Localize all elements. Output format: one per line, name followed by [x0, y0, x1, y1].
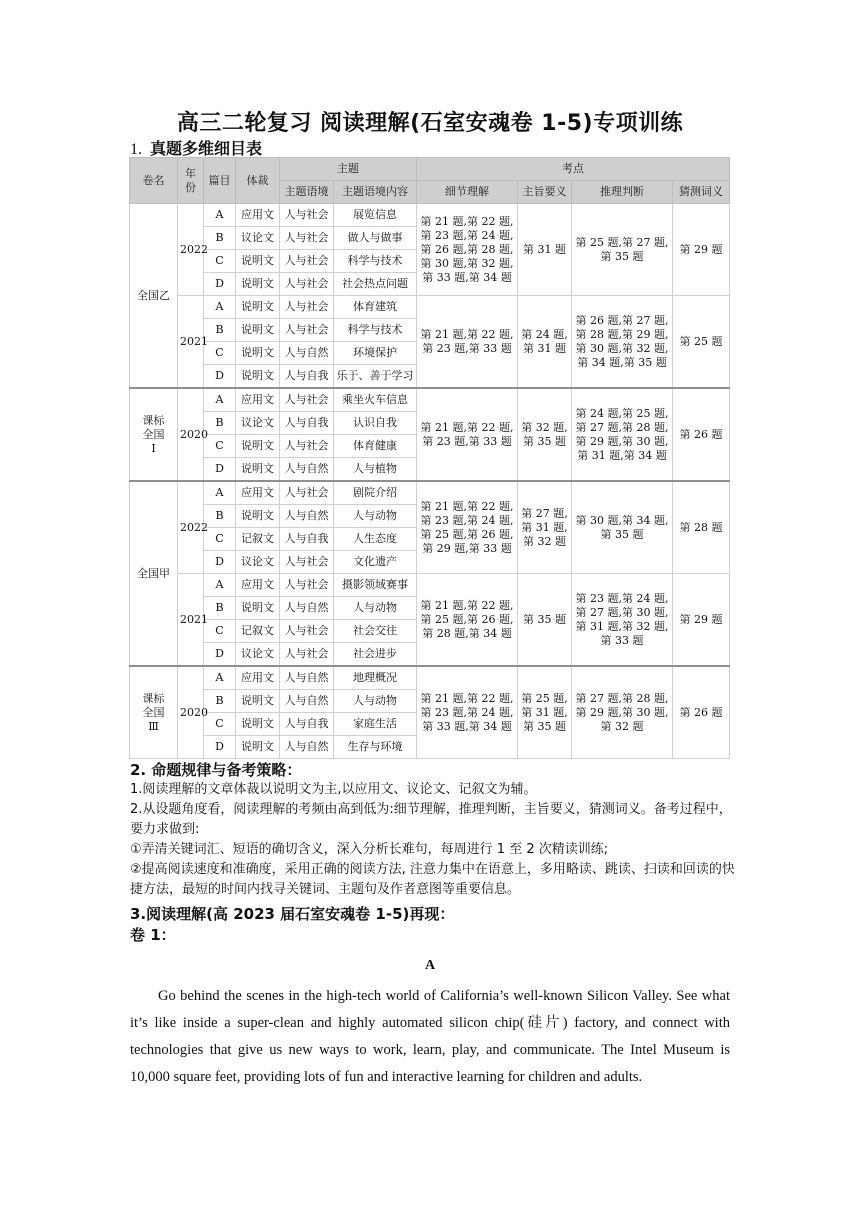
- ticai-cell: 说明文: [236, 273, 280, 296]
- yujing-cell: 人与社会: [280, 620, 334, 643]
- neirong-cell: 剧院介绍: [334, 481, 417, 505]
- pian-cell: A: [204, 388, 236, 412]
- yujing-cell: 人与社会: [280, 481, 334, 505]
- header-neirong: 主题语境内容: [334, 181, 417, 204]
- section-3-heading: [130, 904, 454, 946]
- neirong-cell: 社会热点问题: [334, 273, 417, 296]
- neirong-cell: 社会进步: [334, 643, 417, 667]
- neirong-cell: 环境保护: [334, 342, 417, 365]
- cai-cell: 第 25 题: [673, 296, 730, 389]
- pian-cell: B: [204, 319, 236, 342]
- ticai-cell: 议论文: [236, 227, 280, 250]
- tuili-cell: 第 30 题,第 34 题, 第 35 题: [572, 481, 673, 574]
- pian-cell: A: [204, 481, 236, 505]
- neirong-cell: 乐于、善于学习: [334, 365, 417, 389]
- tuili-cell: 第 25 题,第 27 题, 第 35 题: [572, 204, 673, 296]
- pian-cell: D: [204, 365, 236, 389]
- table-row: [130, 481, 730, 505]
- yujing-cell: 人与社会: [280, 388, 334, 412]
- yujing-cell: 人与社会: [280, 227, 334, 250]
- ticai-cell: 说明文: [236, 505, 280, 528]
- header-zhuzhi: 主旨要义: [518, 181, 572, 204]
- pian-cell: A: [204, 666, 236, 690]
- zhuzhi-cell: 第 24 题, 第 31 题: [518, 296, 572, 389]
- exam-name-cell: 全国乙: [130, 204, 178, 389]
- yujing-cell: 人与自我: [280, 412, 334, 435]
- ticai-cell: 应用文: [236, 574, 280, 597]
- ticai-cell: 说明文: [236, 690, 280, 713]
- exam-name-cell: 课标 全国 Ⅲ: [130, 666, 178, 759]
- tuili-cell: 第 26 题,第 27 题, 第 28 题,第 29 题, 第 30 题,第 32 题, 第 34 题,第 35 题: [572, 296, 673, 389]
- yujing-cell: 人与自然: [280, 597, 334, 620]
- pian-cell: B: [204, 505, 236, 528]
- neirong-cell: 体育建筑: [334, 296, 417, 319]
- exam-detail-table: [129, 157, 730, 759]
- neirong-cell: 家庭生活: [334, 713, 417, 736]
- cai-cell: 第 29 题: [673, 574, 730, 667]
- zhuzhi-cell: 第 31 题: [518, 204, 572, 296]
- zhuzhi-cell: 第 25 题, 第 31 题, 第 35 题: [518, 666, 572, 759]
- xijie-cell: 第 21 题,第 22 题, 第 23 题,第 33 题: [417, 296, 518, 389]
- neirong-cell: 科学与技术: [334, 319, 417, 342]
- table-body: [130, 204, 730, 759]
- xijie-cell: 第 21 题,第 22 题, 第 23 题,第 24 题, 第 33 题,第 34 题: [417, 666, 518, 759]
- yujing-cell: 人与社会: [280, 435, 334, 458]
- tuili-cell: 第 23 题,第 24 题, 第 27 题,第 30 题, 第 31 题,第 32 题, 第 33 题: [572, 574, 673, 667]
- neirong-cell: 摄影领域赛事: [334, 574, 417, 597]
- pian-cell: A: [204, 574, 236, 597]
- section-2-point-1: 1.阅读理解的文章体裁以说明文为主,以应用文、议论文、记叙文为辅。: [130, 782, 537, 797]
- pian-cell: D: [204, 736, 236, 759]
- ticai-cell: 记叙文: [236, 528, 280, 551]
- xijie-cell: 第 21 题,第 22 题, 第 23 题,第 24 题, 第 26 题,第 28 题, 第 30 题,第 32 题, 第 33 题,第 34 题: [417, 204, 518, 296]
- pian-cell: C: [204, 435, 236, 458]
- pian-cell: B: [204, 227, 236, 250]
- pian-cell: B: [204, 690, 236, 713]
- section-2-point-3: ①弄清关键词汇、短语的确切含义，深入分析长难句，每周进行 1 至 2 次精读训练;: [130, 842, 609, 857]
- neirong-cell: 地理概况: [334, 666, 417, 690]
- header-year: 年份: [178, 158, 204, 204]
- header-xijie: 细节理解: [417, 181, 518, 204]
- pian-cell: B: [204, 597, 236, 620]
- header-juan: 卷名: [130, 158, 178, 204]
- pian-cell: D: [204, 551, 236, 574]
- ticai-cell: 议论文: [236, 412, 280, 435]
- yujing-cell: 人与自然: [280, 666, 334, 690]
- section-2-point-4: ②提高阅读速度和准确度，采用正确的阅读方法, 注意力集中在语意上，多用略读、跳读、扫读和回读的快捷方法，最短的时间内找寻关键词、主题句及作者意图等重要信息。: [130, 862, 735, 897]
- yujing-cell: 人与社会: [280, 204, 334, 227]
- page-title: 高三二轮复习 阅读理解(石室安魂卷 1-5)专项训练: [176, 111, 684, 136]
- zhuzhi-cell: 第 27 题, 第 31 题, 第 32 题: [518, 481, 572, 574]
- ticai-cell: 议论文: [236, 551, 280, 574]
- section-2-heading: 2. 命题规律与备考策略：: [130, 761, 302, 779]
- yujing-cell: 人与社会: [280, 551, 334, 574]
- pian-cell: C: [204, 620, 236, 643]
- year-cell: 2021: [178, 296, 204, 389]
- exam-name-cell: 课标 全国 Ⅰ: [130, 388, 178, 481]
- yujing-cell: 人与社会: [280, 643, 334, 667]
- yujing-cell: 人与自然: [280, 505, 334, 528]
- ticai-cell: 说明文: [236, 319, 280, 342]
- xijie-cell: 第 21 题,第 22 题, 第 23 题,第 24 题, 第 25 题,第 26 题, 第 29 题,第 33 题: [417, 481, 518, 574]
- tuili-cell: 第 24 题,第 25 题, 第 27 题,第 28 题, 第 29 题,第 30 题, 第 31 题,第 34 题: [572, 388, 673, 481]
- table-row: [130, 388, 730, 412]
- year-cell: 2022: [178, 481, 204, 574]
- yujing-cell: 人与自我: [280, 528, 334, 551]
- yujing-cell: 人与自然: [280, 690, 334, 713]
- passage-letter: A: [424, 958, 436, 973]
- year-cell: 2021: [178, 574, 204, 667]
- neirong-cell: 生存与环境: [334, 736, 417, 759]
- header-tuili: 推理判断: [572, 181, 673, 204]
- table-row: [130, 574, 730, 597]
- ticai-cell: 说明文: [236, 458, 280, 482]
- year-cell: 2020: [178, 666, 204, 759]
- cai-cell: 第 26 题: [673, 388, 730, 481]
- table-row: [130, 204, 730, 227]
- table-row: [130, 296, 730, 319]
- section-3-sub: 卷 1：: [130, 926, 176, 944]
- ticai-cell: 说明文: [236, 296, 280, 319]
- header-zhuti: 主题: [280, 158, 417, 181]
- neirong-cell: 文化遗产: [334, 551, 417, 574]
- zhuzhi-cell: 第 32 题, 第 35 题: [518, 388, 572, 481]
- section-3-title: 3.阅读理解(高 2023 届石室安魂卷 1-5)再现：: [130, 905, 455, 923]
- yujing-cell: 人与社会: [280, 296, 334, 319]
- yujing-cell: 人与社会: [280, 574, 334, 597]
- pian-cell: C: [204, 713, 236, 736]
- yujing-cell: 人与社会: [280, 319, 334, 342]
- neirong-cell: 科学与技术: [334, 250, 417, 273]
- header-ticai: 体裁: [236, 158, 280, 204]
- neirong-cell: 展览信息: [334, 204, 417, 227]
- header-kaodian: 考点: [417, 158, 730, 181]
- neirong-cell: 社会交往: [334, 620, 417, 643]
- ticai-cell: 应用文: [236, 481, 280, 505]
- neirong-cell: 体育健康: [334, 435, 417, 458]
- table-row: [130, 666, 730, 690]
- pian-cell: C: [204, 250, 236, 273]
- ticai-cell: 应用文: [236, 666, 280, 690]
- neirong-cell: 人与动物: [334, 597, 417, 620]
- yujing-cell: 人与自然: [280, 736, 334, 759]
- pian-cell: B: [204, 412, 236, 435]
- ticai-cell: 议论文: [236, 643, 280, 667]
- ticai-cell: 应用文: [236, 204, 280, 227]
- header-pian: 篇目: [204, 158, 236, 204]
- ticai-cell: 说明文: [236, 713, 280, 736]
- xijie-cell: 第 21 题,第 22 题, 第 25 题,第 26 题, 第 28 题,第 34 题: [417, 574, 518, 667]
- pian-cell: C: [204, 342, 236, 365]
- cai-cell: 第 29 题: [673, 204, 730, 296]
- tuili-cell: 第 27 题,第 28 题, 第 29 题,第 30 题, 第 32 题: [572, 666, 673, 759]
- ticai-cell: 说明文: [236, 736, 280, 759]
- pian-cell: D: [204, 643, 236, 667]
- cai-cell: 第 26 题: [673, 666, 730, 759]
- section-1-heading: [130, 136, 262, 159]
- neirong-cell: 人与植物: [334, 458, 417, 482]
- ticai-cell: 说明文: [236, 597, 280, 620]
- exam-name-cell: 全国甲: [130, 481, 178, 666]
- yujing-cell: 人与自然: [280, 458, 334, 482]
- yujing-cell: 人与自然: [280, 342, 334, 365]
- neirong-cell: 认识自我: [334, 412, 417, 435]
- yujing-cell: 人与自我: [280, 365, 334, 389]
- ticai-cell: 说明文: [236, 435, 280, 458]
- section-1-number: 1.: [130, 141, 142, 158]
- pian-cell: A: [204, 204, 236, 227]
- ticai-cell: 应用文: [236, 388, 280, 412]
- year-cell: 2020: [178, 388, 204, 481]
- xijie-cell: 第 21 题,第 22 题, 第 23 题,第 33 题: [417, 388, 518, 481]
- neirong-cell: 人与动物: [334, 690, 417, 713]
- ticai-cell: 记叙文: [236, 620, 280, 643]
- passage-text: Go behind the scenes in the high-tech world of California’s well-known Silicon Valley. See what it’s like inside a super-clean and highly automated silicon chip(硅片) factory, and connect with technologies that give us new ways to work, learn, play, and communicate. The Intel Museum is 10,000 square feet, providing lots of fun and interactive learning for children and adults.: [130, 988, 730, 1085]
- ticai-cell: 说明文: [236, 342, 280, 365]
- header-cai: 猜测词义: [673, 181, 730, 204]
- yujing-cell: 人与自我: [280, 713, 334, 736]
- zhuzhi-cell: 第 35 题: [518, 574, 572, 667]
- yujing-cell: 人与社会: [280, 273, 334, 296]
- pian-cell: C: [204, 528, 236, 551]
- year-cell: 2022: [178, 204, 204, 296]
- neirong-cell: 做人与做事: [334, 227, 417, 250]
- section-2-point-2: 2.从设题角度看，阅读理解的考频由高到低为:细节理解，推理判断，主旨要义，猜测词义。备考过程中，要力求做到:: [130, 802, 732, 837]
- section-1-title: 真题多维细目表: [150, 139, 263, 158]
- yujing-cell: 人与社会: [280, 250, 334, 273]
- neirong-cell: 人生态度: [334, 528, 417, 551]
- ticai-cell: 说明文: [236, 365, 280, 389]
- neirong-cell: 乘坐火车信息: [334, 388, 417, 412]
- header-yujing: 主题语境: [280, 181, 334, 204]
- cai-cell: 第 28 题: [673, 481, 730, 574]
- pian-cell: D: [204, 273, 236, 296]
- pian-cell: A: [204, 296, 236, 319]
- ticai-cell: 说明文: [236, 250, 280, 273]
- neirong-cell: 人与动物: [334, 505, 417, 528]
- pian-cell: D: [204, 458, 236, 482]
